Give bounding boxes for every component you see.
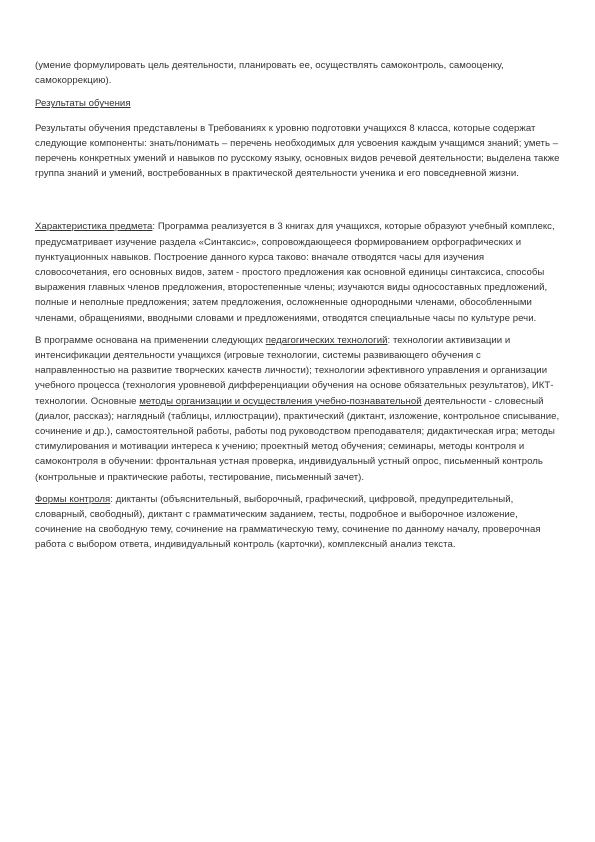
technologies-text-3: деятельности - словесный (диалог, рассказ); наглядный (таблицы, иллюстрации), практический (диктант, изложение, контрольное списывание, сочинение и др.), самостоятельной работы, работы под руководством преподавателя; дидактическая игра; методы стимулирования и мотивации интереса к учению; проектный метод обучения; семинары, методы контроля и самоконтроля в обучении: фронтальная устная проверка, индивидуальный устный опрос, письменный контроль (контрольные и практические работы, тестирование, письменный зачет).: [35, 395, 560, 483]
control-label: Формы контроля: [35, 493, 111, 505]
technologies-text-1: В программе основана на применении следующих: [35, 334, 266, 346]
control-paragraph: [35, 492, 560, 553]
intro-paragraph: (умение формулировать цель деятельности, планировать ее, осуществлять самоконтроль, самооценку, самокоррекцию).: [35, 60, 504, 87]
technologies-label-1: педагогических технологий: [265, 334, 388, 346]
document-page: [35, 58, 560, 553]
results-heading: [35, 96, 560, 111]
control-text: : диктанты (объяснительный, выборочный, графический, цифровой, предупредительный, словарный, свободный), диктант с грамматическим заданием, тесты, подробное и выборочное изложение, сочинение на свободную тему, сочинение на грамматическую тему, сочинение по данному началу, проверочная работа с выбором ответа, индивидуальный контроль (карточки), комплексный анализ текста.: [35, 493, 541, 551]
results-paragraph: Результаты обучения представлены в Требованиях к уровню подготовки учащихся 8 класса, которые содержат следующие компоненты: знать/понимать – перечень необходимых для усвоения каждым учащимся знаний; уметь – перечень конкретных умений и навыков по русскому языку, основных видов речевой деятельности; выделена также группа знаний и умений, востребованных в практической деятельности ученика и его повседневной жизни.: [35, 122, 560, 180]
characteristic-text: : Программа реализуется в 3 книгах для учащихся, которые образуют учебный комплекс, предусматривает изучение раздела «Синтаксис», сопровождающееся формированием орфографических и пунктуационных навыков. Построение данного курса таково: вначале отводятся часы для изучения словосочетания, его основных видов, затем - простого предложения как основной единицы синтаксиса, способы выражения главных членов предложения, второстепенные члены; изучаются виды односоставных предложений, полные и неполные предложения; затем предложения, осложненные однородными членами, обособленными членами, обращениями, вводными словами и предложениями, отводятся специальные часы по культуре речи.: [35, 221, 555, 324]
characteristic-label: Характеристика предмета: [35, 221, 153, 233]
characteristic-paragraph: [35, 219, 560, 325]
results-heading-text: Результаты обучения: [35, 98, 131, 110]
technologies-text-2: : технологии активизации и интенсификации деятельности учащихся (игровые технологии, системы развивающего обучения с направленностью на развитие творческих качеств личности); технологии эфективного управления и организации учебного процесса (технология уровневой дифференциации обучения на основе обязательных результатов), ИКТ-технологии. Основные: [35, 334, 554, 407]
technologies-paragraph: [35, 333, 560, 485]
technologies-label-2: методы организации и осуществления учебно-познавательной: [139, 395, 422, 407]
